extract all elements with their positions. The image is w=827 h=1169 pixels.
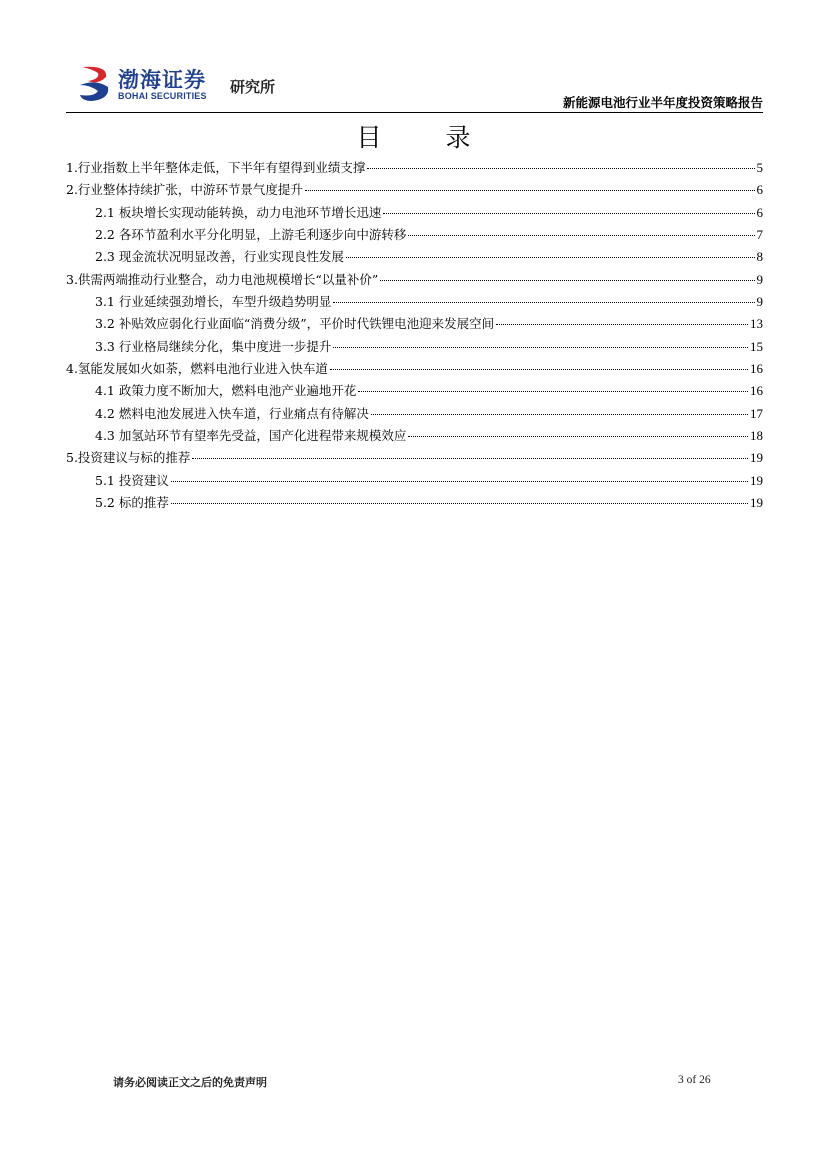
toc-entry[interactable]	[66, 380, 763, 402]
toc-entry[interactable]	[66, 157, 763, 179]
toc-entry[interactable]	[66, 336, 763, 358]
toc-entry-title: 4.氢能发展如火如荼，燃料电池行业进入快车道	[66, 361, 328, 377]
page-title: 目 录	[356, 123, 499, 152]
toc-entry-title: 5.2 标的推荐	[95, 495, 169, 511]
institute-label: 研究所	[230, 78, 276, 96]
bohai-logo-icon	[78, 63, 112, 103]
toc-dot-leader	[192, 458, 748, 459]
toc-entry-title: 2.3 现金流状况明显改善，行业实现良性发展	[95, 249, 344, 265]
toc-entry-page: 16	[750, 361, 763, 377]
logo-chinese-name: 渤海证券	[118, 68, 206, 92]
toc-entry-page: 9	[756, 294, 763, 310]
report-title: 新能源电池行业半年度投资策略报告	[562, 95, 763, 110]
toc-entry-title: 2.2 各环节盈利水平分化明显，上游毛利逐步向中游转移	[95, 227, 407, 243]
toc-entry[interactable]	[66, 492, 763, 514]
toc-entry-title: 3.3 行业格局继续分化，集中度进一步提升	[95, 338, 332, 354]
toc-dot-leader	[333, 302, 754, 303]
toc-dot-leader	[171, 503, 748, 504]
toc-entry-page: 19	[750, 450, 763, 466]
toc-entry[interactable]	[66, 202, 763, 224]
toc-entry-page: 16	[750, 383, 763, 399]
toc-dot-leader	[408, 436, 748, 437]
toc-entry[interactable]	[66, 447, 763, 469]
toc-entry-page: 13	[750, 316, 763, 332]
toc-entry[interactable]	[66, 358, 763, 380]
toc-dot-leader	[408, 235, 754, 236]
toc-entry-title: 5.投资建议与标的推荐	[66, 450, 191, 466]
toc-entry-title: 1.行业指数上半年整体走低，下半年有望得到业绩支撑	[66, 160, 366, 175]
toc-entry-title: 3.2 补贴效应弱化行业面临“消费分级”，平价时代铁锂电池迎来发展空间	[95, 316, 495, 332]
toc-entry[interactable]	[66, 224, 763, 246]
toc-entry-page: 19	[750, 472, 763, 488]
toc-entry[interactable]	[66, 470, 763, 492]
toc-entry-title: 4.1 政策力度不断加大，燃料电池产业遍地开花	[95, 383, 357, 399]
toc-dot-leader	[171, 481, 748, 482]
toc-entry[interactable]	[66, 313, 763, 335]
toc-entry[interactable]	[66, 246, 763, 268]
toc-entry-title: 2.1 板块增长实现动能转换，动力电池环节增长迅速	[95, 204, 382, 220]
toc-entry-title: 3.1 行业延续强劲增长，车型升级趋势明显	[95, 294, 332, 310]
page-header	[66, 58, 763, 114]
toc-entry-page: 15	[750, 338, 763, 354]
toc-dot-leader	[346, 257, 755, 258]
toc-dot-leader	[371, 414, 748, 415]
toc-dot-leader	[330, 369, 748, 370]
footer-disclaimer: 请务必阅读正文之后的免责声明	[113, 1076, 267, 1089]
toc-entry-title: 5.1 投资建议	[95, 472, 169, 488]
toc-entry-page: 6	[756, 182, 763, 198]
toc-dot-leader	[383, 213, 754, 214]
toc-dot-leader	[380, 280, 754, 281]
table-of-contents	[66, 157, 763, 515]
toc-dot-leader	[367, 168, 754, 169]
header-divider	[66, 112, 763, 113]
logo-english-name: BOHAI SECURITIES	[118, 91, 207, 101]
toc-entry-page: 9	[756, 271, 763, 287]
toc-entry-title: 4.3 加氢站环节有望率先受益，国产化进程带来规模效应	[95, 428, 407, 444]
toc-entry-title: 4.2 燃料电池发展进入快车道，行业痛点有待解决	[95, 405, 369, 421]
toc-dot-leader	[305, 190, 755, 191]
toc-entry-page: 5	[756, 160, 763, 175]
toc-dot-leader	[496, 324, 748, 325]
toc-entry-page: 7	[756, 227, 763, 243]
toc-entry-page: 8	[756, 249, 763, 265]
footer-page-number: 3 of 26	[678, 1074, 711, 1086]
toc-entry[interactable]	[66, 403, 763, 425]
toc-entry[interactable]	[66, 179, 763, 201]
toc-dot-leader	[358, 391, 748, 392]
toc-entry[interactable]	[66, 291, 763, 313]
toc-entry-page: 17	[750, 405, 763, 421]
toc-entry[interactable]	[66, 425, 763, 447]
toc-entry-title: 2.行业整体持续扩张，中游环节景气度提升	[66, 182, 303, 198]
toc-entry[interactable]	[66, 269, 763, 291]
toc-dot-leader	[333, 347, 748, 348]
toc-entry-page: 19	[750, 495, 763, 511]
toc-entry-page: 18	[750, 428, 763, 444]
toc-entry-page: 6	[756, 204, 763, 220]
toc-entry-title: 3.供需两端推动行业整合，动力电池规模增长“以量补价”	[66, 271, 379, 287]
